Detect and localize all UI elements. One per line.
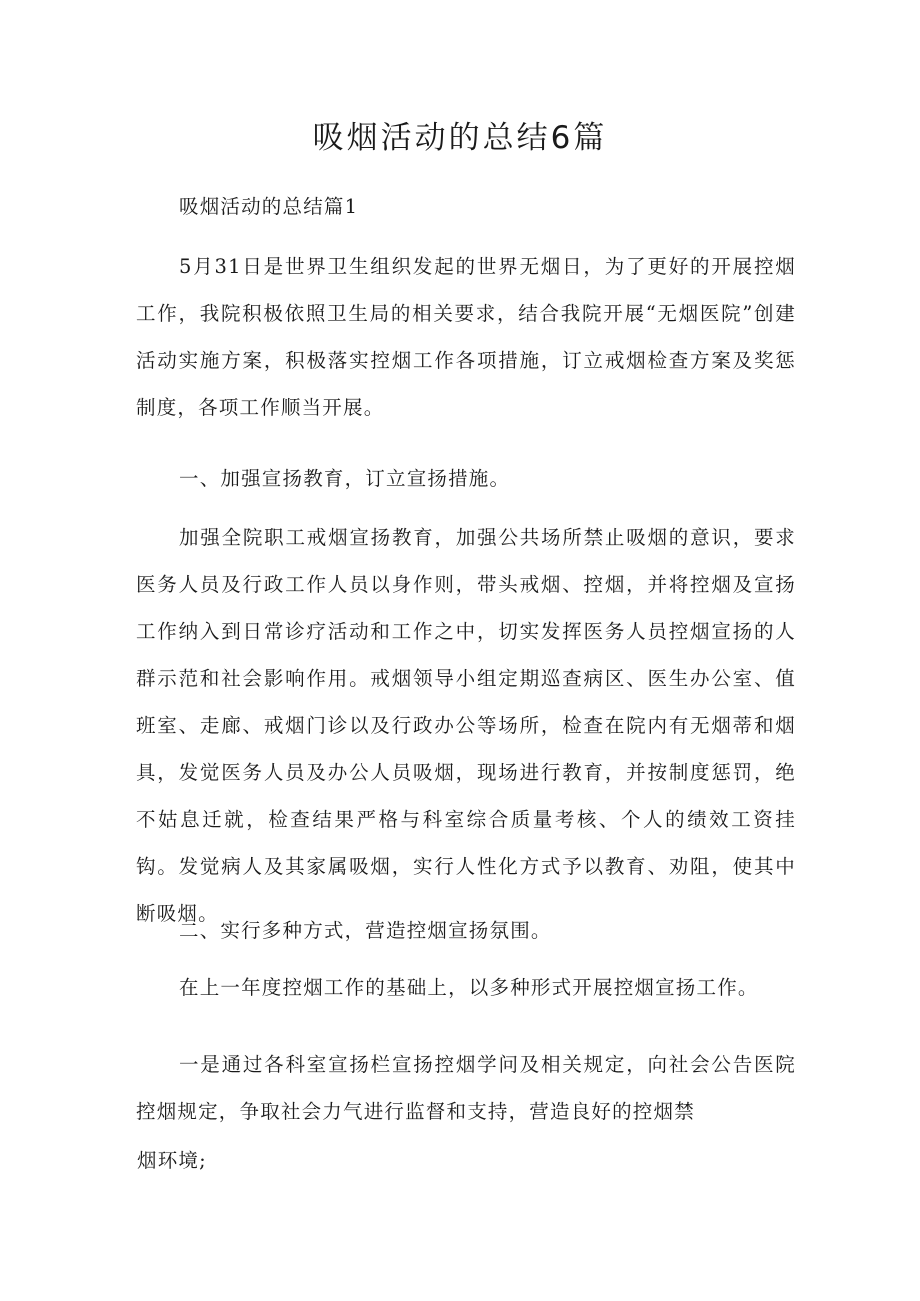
paragraph-intro: 5月31日是世界卫生组织发起的世界无烟日，为了更好的开展控烟工作，我院积极依照卫生局的相关要求，结合我院开展“无烟医院”创建活动实施方案，积极落实控烟工作各项措施，订立戒烟检查方案及奖惩制度，各项工作顺当开展。: [136, 255, 796, 419]
section-heading-1: 吸烟活动的总结篇1: [179, 195, 359, 218]
subheading-2: 二、实行多种方式，营造控烟宣扬氛围。: [179, 919, 552, 942]
document-title: 吸烟活动的总结6篇: [312, 120, 608, 156]
paragraph-1: 加强全院职工戒烟宣扬教育，加强公共场所禁止吸烟的意识，要求医务人员及行政工作人员以身作则，带头戒烟、控烟，并将控烟及宣扬工作纳入到日常诊疗活动和工作之中，切实发挥医务人员控烟宣扬的人群示范和社会影响作用。戒烟领导小组定期巡查病区、医生办公室、值班室、走廊、戒烟门诊以及行政办公等场所，检查在院内有无烟蒂和烟具，发觉医务人员及办公人员吸烟，现场进行教育，并按制度惩罚，绝不姑息迁就，检查结果严格与科室综合质量考核、个人的绩效工资挂钩。发觉病人及其家属吸烟，实行人性化方式予以教育、劝阻，使其中断吸烟。: [136, 526, 796, 925]
paragraph-2: 在上一年度控烟工作的基础上，以多种形式开展控烟宣扬工作。: [179, 976, 759, 999]
paragraph-3-continuation: 烟环境;: [137, 1149, 207, 1172]
paragraph-3: 一是通过各科室宣扬栏宣扬控烟学问及相关规定，向社会公告医院控烟规定，争取社会力气进行监督和支持，营造良好的控烟禁: [136, 1053, 796, 1123]
subheading-1: 一、加强宣扬教育，订立宣扬措施。: [179, 467, 511, 490]
